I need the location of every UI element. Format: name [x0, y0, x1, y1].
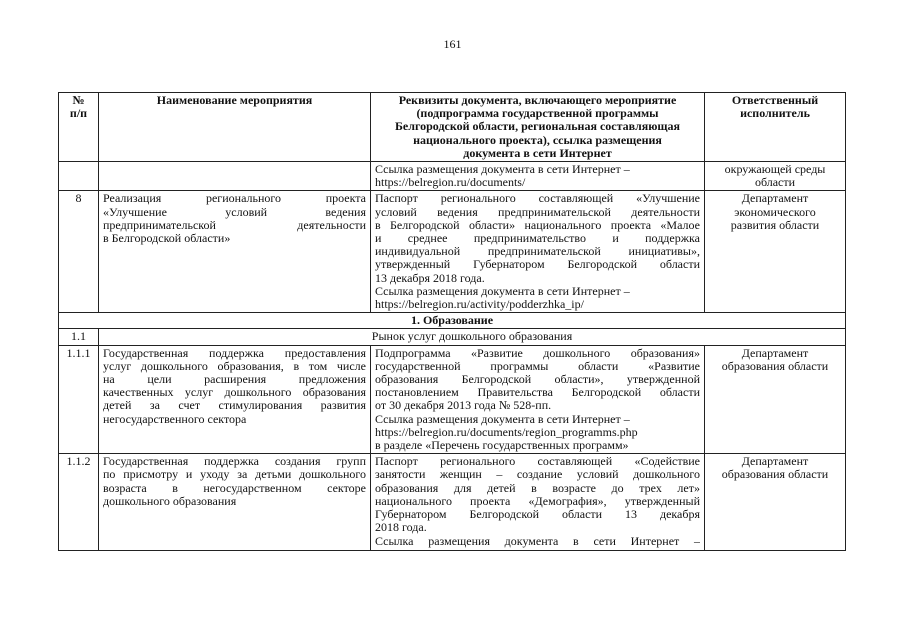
requisites-line: Подпрограмма «Развитие дошкольного образования»: [375, 345, 700, 360]
requisites-link: https://belregion.ru/documents/: [375, 175, 526, 190]
row-1-1-1-responsible: [705, 345, 846, 454]
requisites-line: постановлением Правительства Белгородской области: [375, 385, 700, 400]
responsible-line: образования области: [721, 467, 829, 482]
responsible-line: развития области: [730, 217, 820, 232]
row-8-responsible: [705, 191, 846, 313]
name-line: возраста в негосударственном секторе: [103, 480, 366, 495]
row-1-1-2-num: 1.1.2: [59, 454, 99, 550]
requisites-line: Губернатором Белгородской области 13 декабря: [375, 507, 700, 522]
responsible-line: окружающей среды: [724, 162, 826, 177]
header-responsible-line: исполнитель: [740, 106, 810, 121]
name-line: в Белгородской области»: [103, 231, 231, 246]
row-1-1-2-name: [99, 454, 371, 550]
requisites-line: индивидуальной предпринимательской инициативы»,: [375, 244, 700, 259]
responsible-line: экономического: [734, 204, 816, 219]
table-row-1-1-2: [59, 454, 846, 550]
row-8-requisites: [371, 191, 705, 313]
subsection-title: Рынок услуг дошкольного образования: [99, 329, 846, 345]
requisites-line: Ссылка размещения документа в сети Интернет –: [375, 283, 630, 298]
header-responsible-line: Ответственный: [731, 93, 819, 107]
subsection-num: 1.1: [59, 329, 99, 345]
responsible-line: Департамент: [741, 191, 809, 206]
measures-table: [58, 92, 846, 551]
cont-requisites: [371, 162, 705, 191]
responsible-line: образования области: [721, 358, 829, 373]
table-row-continuation: [59, 162, 846, 191]
requisites-line: Паспорт регионального составляющей «Улучшение: [375, 191, 700, 206]
header-name: Наименование мероприятия: [99, 93, 371, 162]
header-requisites: [371, 93, 705, 162]
requisites-line: условий ведения предпринимательской деятельности: [375, 204, 700, 219]
row-1-1-1-name: [99, 345, 371, 454]
header-requisites-line: Реквизиты документа, включающего мероприятие: [398, 93, 677, 107]
header-responsible: [705, 93, 846, 162]
name-line: Государственная поддержка создания групп: [103, 454, 366, 469]
row-8-name: [99, 191, 371, 313]
name-line: Государственная поддержка предоставления: [103, 345, 366, 360]
requisites-line: Паспорт регионального составляющей «Содействие: [375, 454, 700, 469]
section-title: 1. Образование: [59, 313, 846, 329]
requisites-line: Ссылка размещения документа в сети Интернет –: [375, 411, 630, 426]
requisites-line: утвержденный Губернатором Белгородской области: [375, 257, 700, 272]
requisites-line: 13 декабря 2018 года.: [375, 270, 485, 285]
name-line: «Улучшение условий ведения: [103, 204, 366, 219]
header-requisites-line: документа в сети Интернет: [463, 145, 612, 160]
requisites-line: образования Белгородской области», утвержденной: [375, 372, 700, 387]
name-line: услуг дошкольного образования, в том числе: [103, 358, 366, 373]
table-row-1-1-1: [59, 345, 846, 454]
header-num-line: п/п: [69, 106, 88, 121]
requisites-line: от 30 декабря 2013 года № 528-пп.: [375, 398, 552, 413]
requisites-link: https://belregion.ru/documents/region_programms.php: [375, 424, 638, 439]
name-line: предпринимательской деятельности: [103, 217, 366, 232]
name-line: дошкольного образования: [103, 493, 237, 508]
cont-num: [59, 162, 99, 191]
responsible-line: Департамент: [741, 454, 809, 469]
requisites-line: в разделе «Перечень государственных программ»: [375, 438, 629, 453]
name-line: на цели расширения предложения: [103, 372, 366, 387]
cont-name: [99, 162, 371, 191]
name-line: по присмотру и уходу за детьми дошкольного: [103, 467, 366, 482]
requisites-line: занятости женщин – создание условий дошкольного: [375, 467, 700, 482]
name-line: Реализация регионального проекта: [103, 191, 366, 206]
requisites-line: государственной программы области «Развитие: [375, 358, 700, 373]
responsible-line: Департамент: [741, 345, 809, 360]
requisites-line: Ссылка размещения документа в сети Интернет –: [375, 534, 700, 548]
header-requisites-line: национального проекта), ссылка размещения: [413, 132, 662, 147]
header-requisites-line: (подпрограмма государственной программы: [416, 106, 659, 121]
header-num-line: №: [72, 93, 85, 107]
header-row: [59, 93, 846, 162]
name-line: негосударственного сектора: [103, 411, 247, 426]
row-1-1-2-responsible: [705, 454, 846, 550]
requisites-line: Ссылка размещения документа в сети Интернет –: [375, 162, 630, 177]
header-requisites-line: Белгородской области, региональная составляющая: [394, 119, 680, 134]
cont-responsible: [705, 162, 846, 191]
requisites-line: и среднее предпринимательство и поддержка: [375, 231, 700, 246]
subsection-row: [59, 329, 846, 345]
name-line: качественных услуг дошкольного образования: [103, 385, 366, 400]
header-num: [59, 93, 99, 162]
page-number: 161: [443, 37, 462, 51]
requisites-line: национального проекта «Демография», утвержденный: [375, 493, 700, 508]
requisites-line: 2018 года.: [375, 520, 427, 535]
name-line: детей за счет стимулирования развития: [103, 398, 366, 413]
row-8-num: 8: [59, 191, 99, 313]
responsible-line: области: [754, 175, 796, 190]
requisites-line: в Белгородской области» национального проекта «Малое: [375, 217, 700, 232]
row-1-1-2-requisites: [371, 454, 705, 550]
section-row: [59, 313, 846, 329]
requisites-line: образования для детей в возрасте до трех лет»: [375, 480, 700, 495]
row-1-1-1-requisites: [371, 345, 705, 454]
row-1-1-1-num: 1.1.1: [59, 345, 99, 454]
table-row-8: [59, 191, 846, 313]
requisites-link: https://belregion.ru/activity/podderzhka_ip/: [375, 297, 584, 312]
